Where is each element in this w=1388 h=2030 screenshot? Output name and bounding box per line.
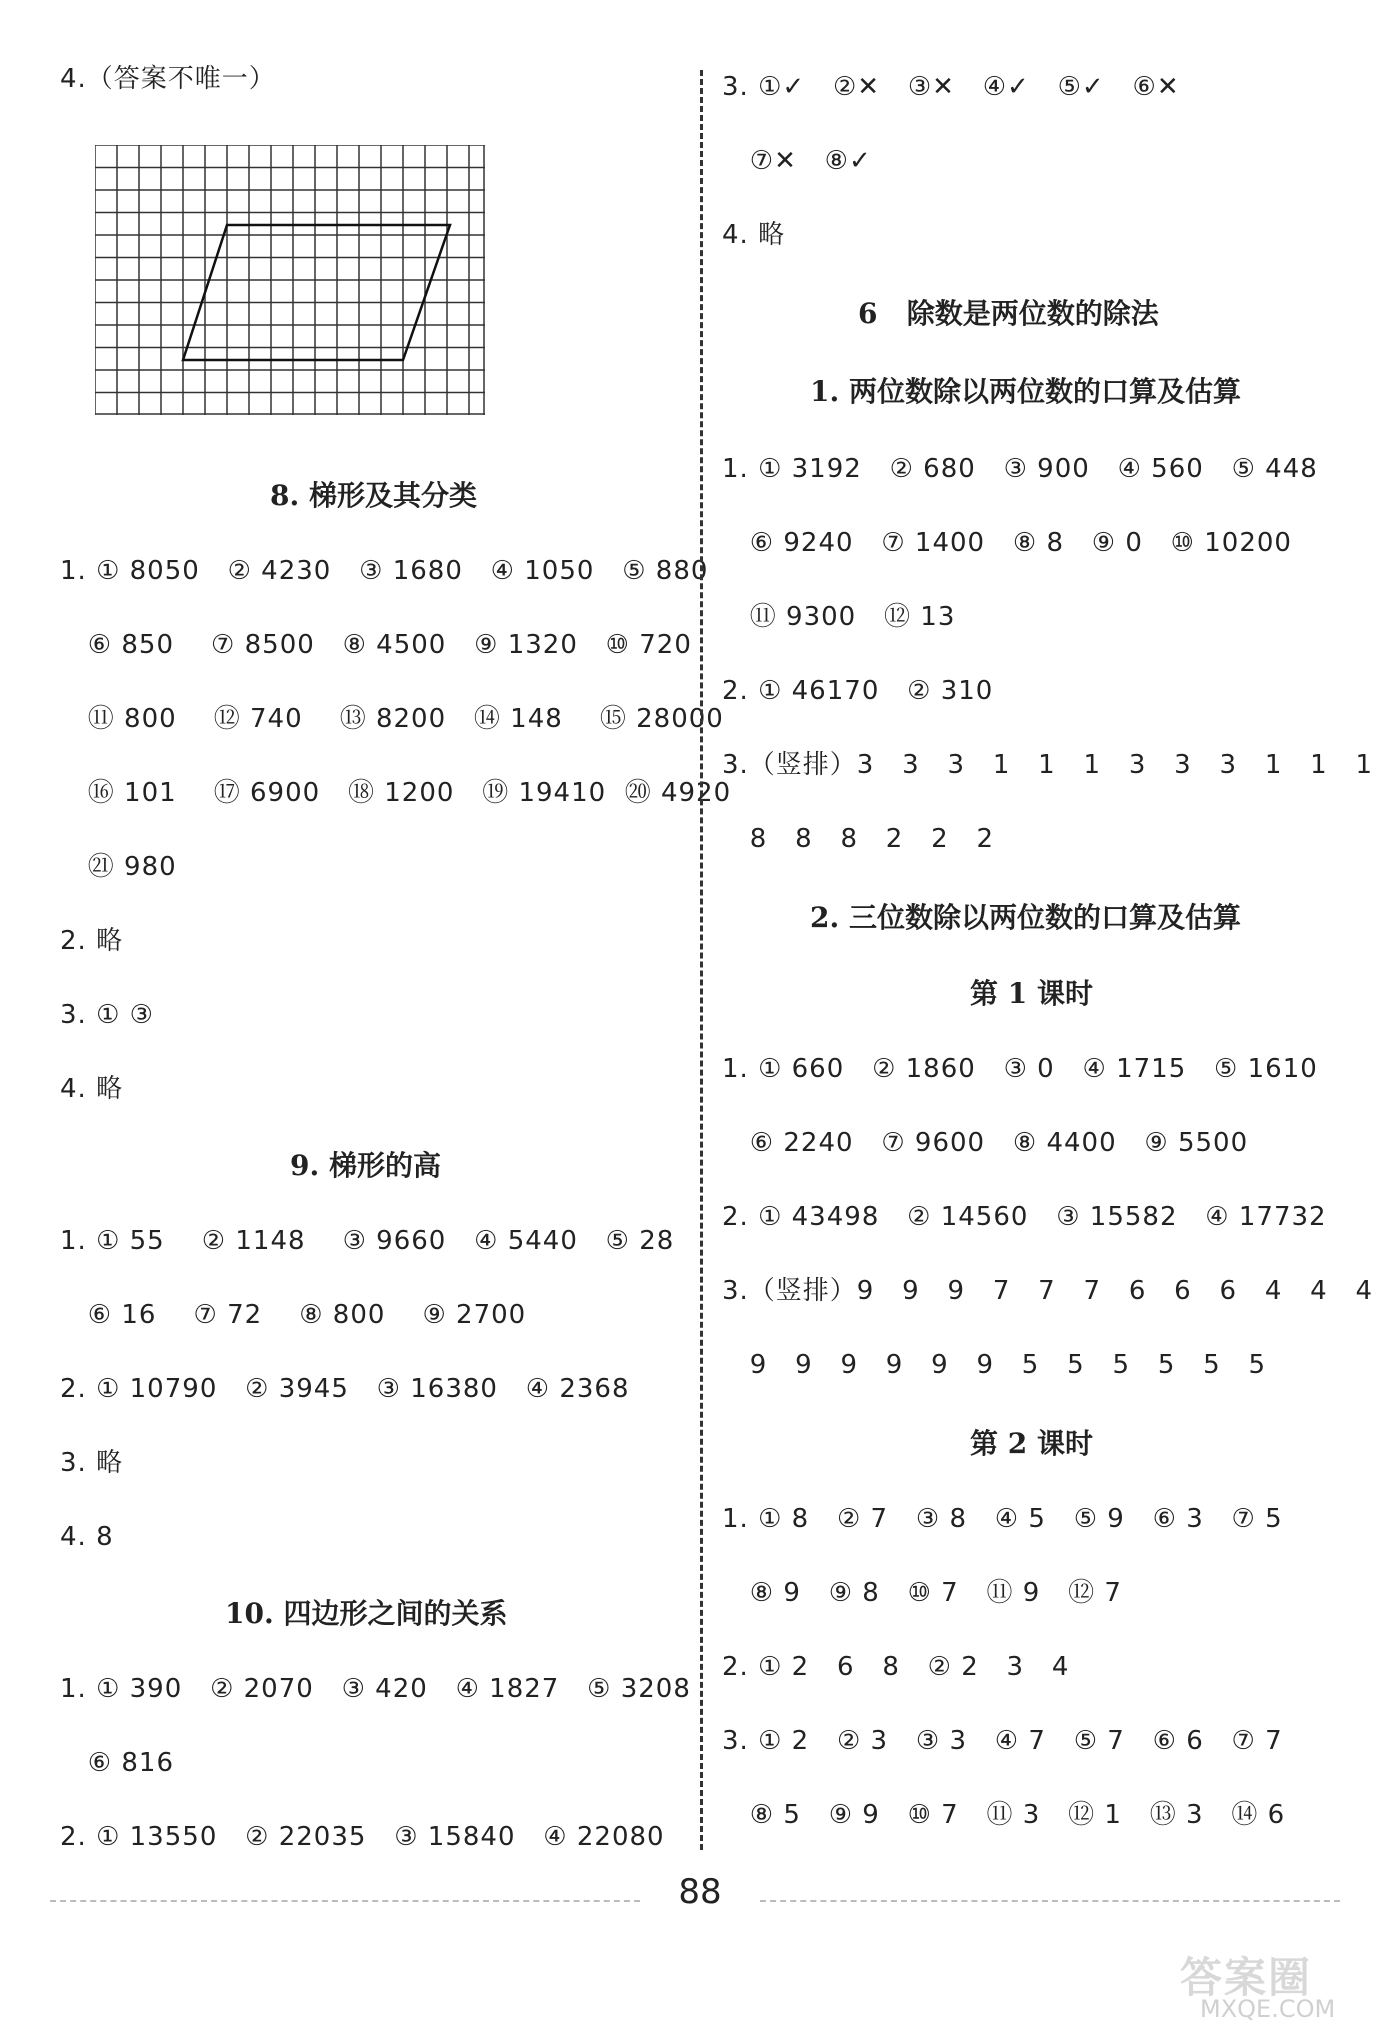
answer-line: 3.（竖排）3 3 3 1 1 1 3 3 3 1 1 1 xyxy=(722,750,1374,780)
footer-rule-right xyxy=(760,1900,1340,1902)
answer-line: ⑪ 9300 ⑫ 13 xyxy=(722,602,956,632)
answer-line: 3. ① 2 ② 3 ③ 3 ④ 7 ⑤ 7 ⑥ 6 ⑦ 7 xyxy=(722,1726,1283,1756)
watermark-logo: 答案圈 xyxy=(1180,1953,1313,2002)
grid-drawing xyxy=(95,145,485,415)
answer-line: ⑥ 16 ⑦ 72 ⑧ 800 ⑨ 2700 xyxy=(60,1300,527,1330)
answer-line: ⑧ 5 ⑨ 9 ⑩ 7 ⑪ 3 ⑫ 1 ⑬ 3 ⑭ 6 xyxy=(722,1800,1286,1830)
column-divider xyxy=(700,70,703,1850)
answer-line: ⑪ 800 ⑫ 740 ⑬ 8200 ⑭ 148 ⑮ 28000 xyxy=(60,704,724,734)
answer-line: 4. 8 xyxy=(60,1522,114,1552)
answer-line: 1. ① 8 ② 7 ③ 8 ④ 5 ⑤ 9 ⑥ 3 ⑦ 5 xyxy=(722,1504,1283,1534)
section-heading: 8. 梯形及其分类 xyxy=(270,479,477,512)
answer-line: 3. ①✓ ②✕ ③✕ ④✓ ⑤✓ ⑥✕ xyxy=(722,72,1180,102)
parallelogram-shape xyxy=(183,225,450,360)
answer-line: ㉑ 980 xyxy=(60,852,177,882)
answer-line: 4. 略 xyxy=(722,220,786,250)
answer-line: ⑯ 101 ⑰ 6900 ⑱ 1200 ⑲ 19410 ⑳ 4920 xyxy=(60,778,732,808)
section-heading: 1. 两位数除以两位数的口算及估算 xyxy=(810,375,1241,408)
section-heading: 9. 梯形的高 xyxy=(290,1149,441,1182)
answer-line: ⑥ 2240 ⑦ 9600 ⑧ 4400 ⑨ 5500 xyxy=(722,1128,1249,1158)
answer-line: 4.（答案不唯一） xyxy=(60,64,276,94)
answer-line: 2. ① 46170 ② 310 xyxy=(722,676,994,706)
section-heading: 10. 四边形之间的关系 xyxy=(225,1597,508,1630)
answer-line: ⑥ 9240 ⑦ 1400 ⑧ 8 ⑨ 0 ⑩ 10200 xyxy=(722,528,1292,558)
section-heading: 2. 三位数除以两位数的口算及估算 xyxy=(810,901,1241,934)
answer-line: 1. ① 390 ② 2070 ③ 420 ④ 1827 ⑤ 3208 xyxy=(60,1674,691,1704)
page-number: 88 xyxy=(678,1872,722,1912)
answer-line: 4. 略 xyxy=(60,1074,124,1104)
answer-line: ⑥ 816 xyxy=(60,1748,174,1778)
answer-line: 1. ① 55 ② 1148 ③ 9660 ④ 5440 ⑤ 28 xyxy=(60,1226,675,1256)
answer-line: 2. ① 43498 ② 14560 ③ 15582 ④ 17732 xyxy=(722,1202,1327,1232)
answer-line: 3. ① ③ xyxy=(60,1000,154,1030)
answer-line: 2. ① 10790 ② 3945 ③ 16380 ④ 2368 xyxy=(60,1374,630,1404)
answer-line: 1. ① 660 ② 1860 ③ 0 ④ 1715 ⑤ 1610 xyxy=(722,1054,1318,1084)
chapter-heading: 6 除数是两位数的除法 xyxy=(858,297,1159,330)
answer-line: 3. 略 xyxy=(60,1448,124,1478)
parallelogram-grid-figure xyxy=(95,145,485,419)
answer-line: 8 8 8 2 2 2 xyxy=(722,824,995,854)
answer-line: ⑦✕ ⑧✓ xyxy=(722,146,872,176)
answer-line: 1. ① 8050 ② 4230 ③ 1680 ④ 1050 ⑤ 880 xyxy=(60,556,709,586)
answer-line: 2. ① 2 6 8 ② 2 3 4 xyxy=(722,1652,1070,1682)
footer-rule-left xyxy=(50,1900,640,1902)
answer-line: 1. ① 3192 ② 680 ③ 900 ④ 560 ⑤ 448 xyxy=(722,454,1318,484)
answer-line: 2. 略 xyxy=(60,926,124,956)
lesson-heading: 第 2 课时 xyxy=(970,1427,1093,1460)
answer-line: 2. ① 13550 ② 22035 ③ 15840 ④ 22080 xyxy=(60,1822,665,1852)
answer-line: ⑧ 9 ⑨ 8 ⑩ 7 ⑪ 9 ⑫ 7 xyxy=(722,1578,1122,1608)
answer-line: 9 9 9 9 9 9 5 5 5 5 5 5 xyxy=(722,1350,1267,1380)
answer-line: ⑥ 850 ⑦ 8500 ⑧ 4500 ⑨ 1320 ⑩ 720 xyxy=(60,630,692,660)
watermark-url: MXQE.COM xyxy=(1200,1995,1336,2023)
answer-line: 3.（竖排）9 9 9 7 7 7 6 6 6 4 4 4 xyxy=(722,1276,1374,1306)
lesson-heading: 第 1 课时 xyxy=(970,977,1093,1010)
